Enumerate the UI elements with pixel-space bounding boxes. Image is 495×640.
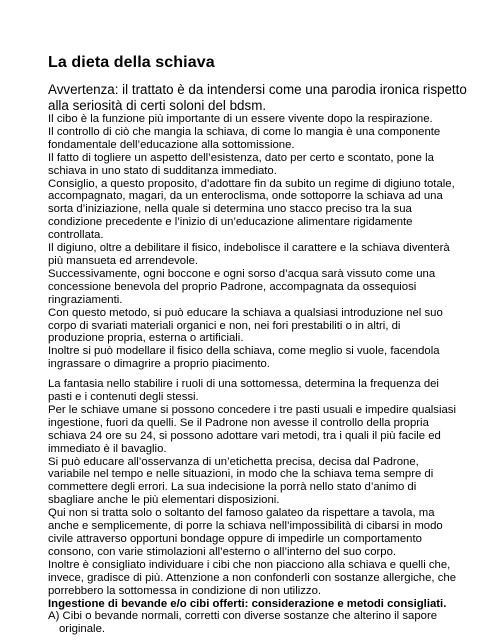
paragraph: Inoltre è consigliato individuare i cibi che non piacciono alla schiava e quelli che, invece, gradisce di più. Attenzione a non confonderli con sostanze allergiche, che porrebbero la sottomessa in condizione di non utilizzo. [48, 558, 457, 597]
list-item: A) Cibi o bevande normali, corretti con diverse sostanze che alterino il sapore originale. [48, 610, 438, 636]
paragraph: Il controllo di ciò che mangia la schiava, di come lo mangia è una componente fondamentale dell’educazione alla sottomissione. [48, 125, 441, 151]
paragraph: Qui non si tratta solo o soltanto del famoso galateo da rispettare a tavola, ma anche e semplicemente, di porre la schiava nell’impossibilità di cibarsi in modo civile attraverso opportuni bondage oppure di impedirle un comportamento consono, con varie stimolazioni all’esterno o all’interno del suo corpo. [48, 507, 443, 558]
section-heading: Ingestione di bevande e/o cibi offerti: considerazione e metodi consigliati. [48, 597, 447, 610]
document-title: La dieta della schiava [48, 54, 215, 71]
paragraph: Per le schiave umane si possono concedere i tre pasti usuali e impedire qualsiasi ingestione, fuori da quelli. Se il Padrone non avesse il controllo della propria schiava 24 ore su 24, si possono adottare vari metodi, tra i quali il più facile ed immediato è il bavaglio. [48, 403, 456, 455]
paragraph: Inoltre si può modellare il fisico della schiava, come meglio si vuole, facendola ingrassare o dimagrire a proprio piacimento. [48, 345, 440, 371]
document-body [48, 113, 458, 636]
paragraph: La fantasia nello stabilire i ruoli di una sottomessa, determina la frequenza dei pasti e i contenuti degli stessi. [48, 378, 439, 404]
paragraph: Il cibo è la funzione più importante di un essere vivente dopo la respirazione. [48, 113, 433, 125]
paragraph: Successivamente, ogni boccone e ogni sorso d’acqua sarà vissuto come una concessione benevola del proprio Padrone, accompagnata da ossequiosi ringraziamenti. [48, 267, 436, 306]
paragraph: Consiglio, a questo proposito, d’adottare fin da subito un regime di digiuno totale, accompagnato, magari, da un enteroclisma, onde sottoporre la schiava ad una sorta d’iniziazione, nella quale si determina uno stacco preciso tra la sua condizione precedente e l’inizio di un’educazione alimentare rigidamente controllata. [48, 177, 455, 242]
paragraph: Il digiuno, oltre a debilitare il fisico, indebolisce il carattere e la schiava diventerà più mansueta ed arrendevole. [48, 242, 450, 267]
paragraph: Il fatto di togliere un aspetto dell’esistenza, dato per certo e scontato, pone la schiava in uno stato di sudditanza immediato. [48, 151, 434, 177]
paragraph: Con questo metodo, si può educare la schiava a qualsiasi introduzione nel suo corpo di svariati materiali organici e non, nei fori prestabiliti o in altri, di produzione propria, esterna o artificiali. [48, 306, 443, 345]
document-subtitle: Avvertenza: il trattato è da intendersi come una parodia ironica rispetto alla seriosità di certi soloni del bdsm. [48, 82, 467, 113]
paragraph: Si può educare all’osservanza di un’etichetta precisa, decisa dal Padrone, variabile nel tempo e nelle situazioni, in modo che la schiava tema sempre di commettere degli errori. La sua indecisione la porrà nello stato d’animo di sbagliare anche le più elementari disposizioni. [48, 455, 434, 507]
